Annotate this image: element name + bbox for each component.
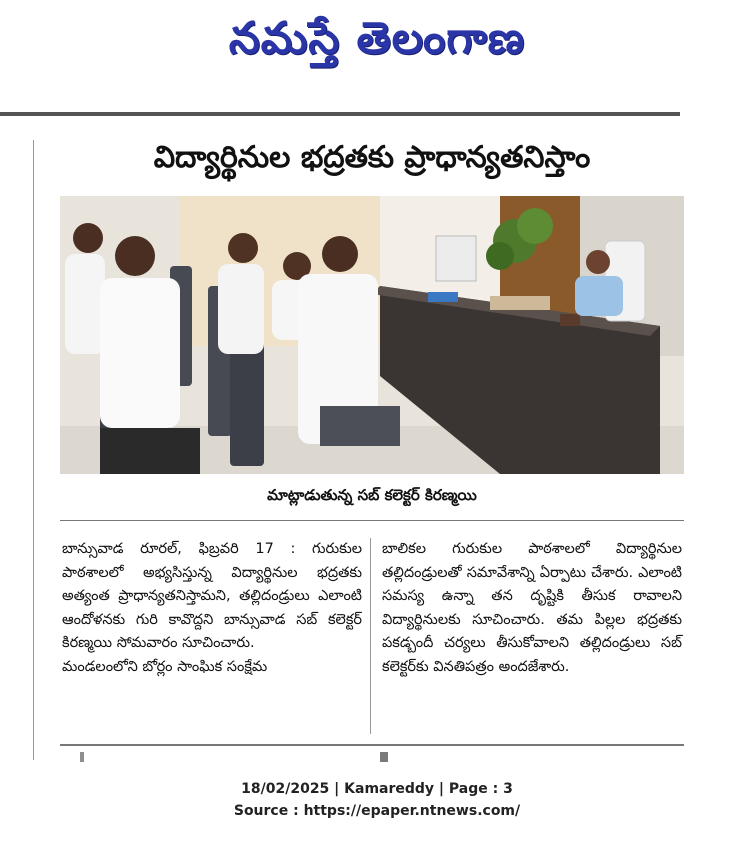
footer-source: Source : https://epaper.ntnews.com/ [233,803,521,819]
meeting-photo [60,196,684,474]
caption-rule [60,520,684,521]
paragraph: మండలంలోని బోర్లం సాంఘిక సంక్షేమ [62,658,268,675]
column-divider [370,538,371,734]
paragraph: బాలికల గురుకుల పాఠశాలలో విద్యార్థినుల తల్లిదండ్రులతో సమావేశాన్ని ఏర్పాటు చేశారు. ఎలాంటి సమస్య ఉన్నా తన దృష్టికి తీసుక రావాలని విద్యార్థినులకు సూచించారు. తమ పిల్లల భద్రతకు పకడ్బందీ చర్యలు తీసుకోవాలని తల్లిదండ్రులు సబ్ కలెక్టర్‌కు వినతిపత్రం అందజేశారు. [382,541,682,675]
article-photo [60,196,684,474]
paragraph: బాన్సువాడ రూరల్, ఫిబ్రవరి 17 : గురుకుల పాఠశాలలో అభ్యసిస్తున్న విద్యార్థినుల భద్రతకు అత్యంత ప్రాధాన్యతనిస్తామని, తల్లిదండ్రులు ఎలాంటి ఆందోళనకు గురి కావొద్దని బాన్సువాడ సబ్ కలెక్టర్ కిరణ్మయి సోమవారం సూచించారు. [62,541,362,651]
article-column-1 [62,538,362,679]
footer-date-edition: 18/02/2025 | Kamareddy | Page : 3 [241,781,513,797]
article-bottom-rule [60,744,684,746]
photo-caption: మాట్లాడుతున్న సబ్ కలెక్టర్ కిరణ్మయి [267,486,477,504]
masthead-rule [0,112,680,116]
newspaper-masthead: నమస్తే తెలంగాణ [228,13,526,64]
article-headline: విద్యార్థినుల భద్రతకు ప్రాధాన్యతనిస్తాం [153,140,591,175]
page-footer [0,778,754,822]
article-column-2 [382,538,682,679]
next-article-edge [60,752,684,762]
column-divider-left [33,140,34,760]
